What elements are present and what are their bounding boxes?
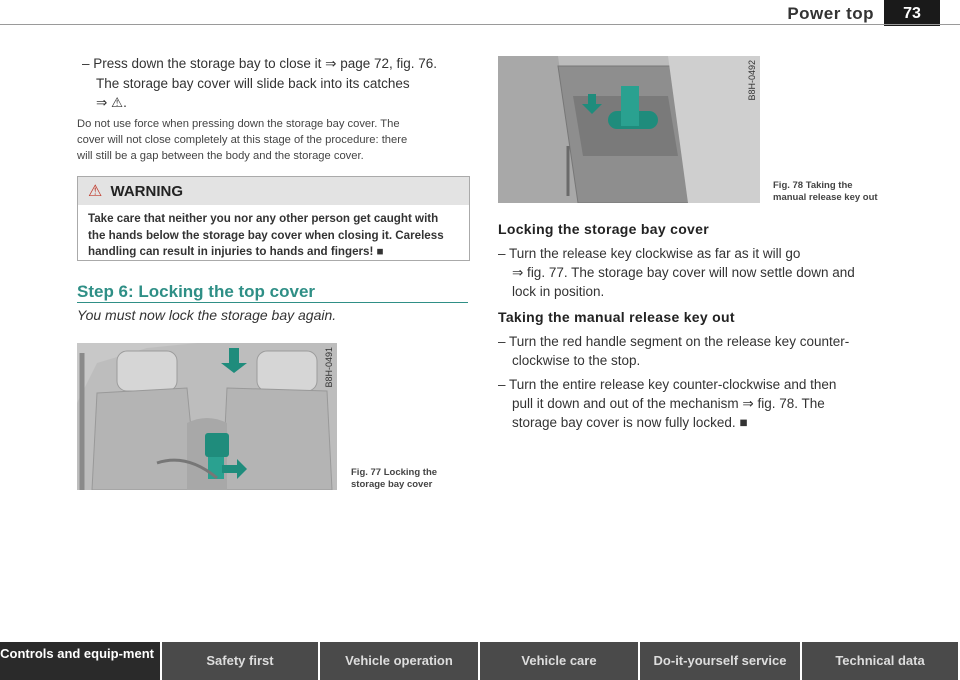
footer-nav [0, 642, 960, 680]
warning-triangle-icon: ⚠ [88, 183, 103, 200]
taking-b2-line-2: pull it down and out of the mechanism ⇒ fig. 78. The [512, 396, 825, 411]
heading-taking-key-out: Taking the manual release key out [498, 309, 735, 325]
warning-title: WARNING [110, 183, 184, 200]
footer-tab-safety[interactable]: Safety first [162, 642, 318, 680]
warning-line-2: the hands below the storage bay cover when closing it. Careless [88, 228, 444, 242]
running-header-title: Power top [787, 4, 874, 23]
footer-tab-vehicle-operation[interactable]: Vehicle operation [320, 642, 478, 680]
section-heading-rule [77, 302, 468, 303]
figure-77-image [77, 343, 337, 490]
footer-tab-diy-service[interactable]: Do-it-yourself service [640, 642, 800, 680]
figure-77-caption-1: Fig. 77 Locking the [351, 467, 438, 478]
note-line-3: will still be a gap between the body and the storage cover. [77, 150, 364, 162]
heading-locking-cover: Locking the storage bay cover [498, 221, 709, 237]
figure-78-illustration [498, 56, 760, 203]
footer-tab-vehicle-care[interactable]: Vehicle care [480, 642, 638, 680]
figure-78-caption-1: Fig. 78 Taking the [773, 180, 853, 191]
warning-line-1: Take care that neither you nor any other person get caught with [88, 212, 439, 225]
step-line-2: The storage bay cover will slide back into its catches [96, 76, 410, 91]
figure-78-image [498, 56, 760, 203]
header-rule [0, 24, 960, 25]
warning-box [77, 176, 470, 261]
warning-header [78, 177, 469, 205]
taking-b2-line-1: – Turn the entire release key counter-clockwise and then [498, 377, 837, 392]
step-line-1: – Press down the storage bay to close it ⇒ page 72, fig. 76. [82, 56, 438, 71]
taking-b2-line-3: storage bay cover is now fully locked. ■ [512, 415, 748, 430]
step-line-3: ⇒ ⚠. [96, 95, 127, 110]
figure-77-code: B8H-0491 [324, 347, 334, 388]
warning-line-3: handling can result in injuries to hands and fingers! ■ [88, 245, 384, 258]
figure-77-illustration [77, 343, 337, 490]
page-number: 73 [884, 0, 940, 26]
note-line-1: Do not use force when pressing down the storage bay cover. The [77, 118, 400, 130]
step6-intro: You must now lock the storage bay again. [77, 307, 337, 323]
footer-tab-technical-data[interactable]: Technical data [802, 642, 958, 680]
locking-line-2: ⇒ fig. 77. The storage bay cover will now settle down and [512, 265, 855, 280]
section-heading-step6: Step 6: Locking the top cover [77, 282, 316, 301]
footer-tab-controls[interactable]: Controls and equip-ment [0, 642, 160, 680]
figure-78-caption-2: manual release key out [773, 192, 878, 203]
locking-line-1: – Turn the release key clockwise as far as it will go [498, 246, 801, 261]
taking-b1-line-2: clockwise to the stop. [512, 353, 641, 368]
note-line-2: cover will not close completely at this stage of the procedure: there [77, 134, 408, 146]
figure-77-caption-2: storage bay cover [351, 479, 433, 490]
locking-line-3: lock in position. [512, 284, 605, 299]
taking-b1-line-1: – Turn the red handle segment on the release key counter- [498, 334, 850, 349]
figure-78-code: B8H-0492 [747, 60, 757, 101]
